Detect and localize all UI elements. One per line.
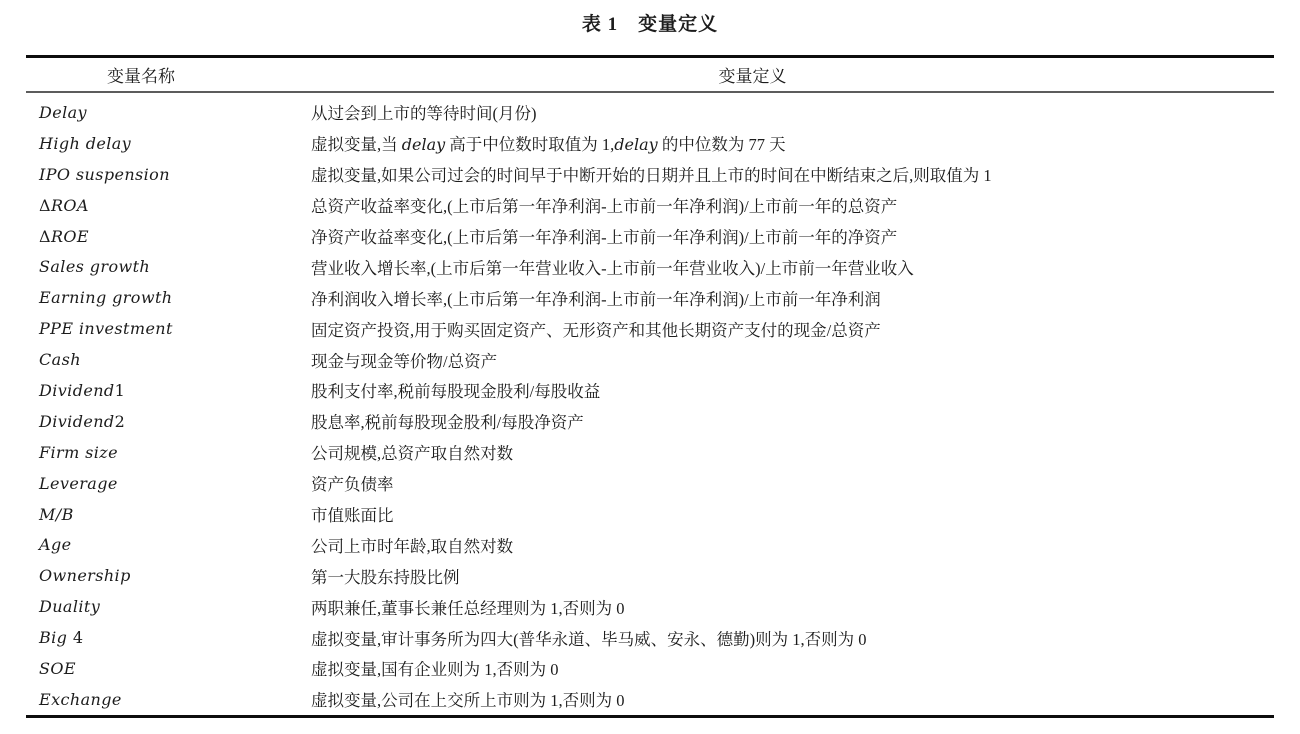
table-row xyxy=(26,622,1274,653)
table-row xyxy=(26,653,1274,684)
table-row xyxy=(26,282,1274,313)
table-row xyxy=(26,221,1274,252)
table-row xyxy=(26,406,1274,437)
table-row xyxy=(26,591,1274,622)
variable-definition: 公司上市时年龄,取自然对数 xyxy=(311,536,514,556)
table-row xyxy=(26,375,1274,406)
variable-definition: 净资产收益率变化,(上市后第一年净利润-上市前一年净利润)/上市前一年的净资产 xyxy=(311,228,898,247)
variable-definition: 第一大股东持股比例 xyxy=(311,567,460,587)
table-row xyxy=(26,499,1274,530)
table-row xyxy=(26,468,1274,499)
variable-definition: 净利润收入增长率,(上市后第一年净利润-上市前一年净利润)/上市前一年净利润 xyxy=(311,289,881,309)
header-variable-name: 变量名称 xyxy=(107,67,175,86)
variable-definition: 营业收入增长率,(上市后第一年营业收入-上市前一年营业收入)/上市前一年营业收入 xyxy=(311,258,914,278)
variable-name: Leverage xyxy=(39,473,118,493)
variable-definition: 两职兼任,董事长兼任总经理则为 1,否则为 0 xyxy=(311,598,625,618)
table-row xyxy=(26,313,1274,344)
variable-name: M/B xyxy=(39,504,74,524)
variable-definitions-table xyxy=(26,55,1274,718)
variable-name: Ownership xyxy=(39,566,131,586)
variable-name: Earning growth xyxy=(39,288,173,308)
variable-name: PPE investment xyxy=(39,319,173,339)
table-row xyxy=(26,190,1274,221)
variable-definition: 股利支付率,税前每股现金股利/每股收益 xyxy=(311,382,601,402)
table-row xyxy=(26,529,1274,560)
variable-name: Firm size xyxy=(39,442,118,462)
variable-definition: 现金与现金等价物/总资产 xyxy=(311,351,498,371)
variable-name: Age xyxy=(39,535,72,555)
variable-definition: 资产负债率 xyxy=(311,475,394,495)
variable-definition: 股息率,税前每股现金股利/每股净资产 xyxy=(311,413,584,433)
table-row xyxy=(26,159,1274,190)
table-row xyxy=(26,437,1274,468)
table-row xyxy=(26,344,1274,375)
variable-name: High delay xyxy=(39,133,132,153)
variable-name: Cash xyxy=(39,350,81,370)
variable-name: Big 4 xyxy=(39,628,84,648)
variable-definition: 虚拟变量,当 delay 高于中位数时取值为 1,delay 的中位数为 77 天 xyxy=(311,135,786,155)
variable-name: Exchange xyxy=(39,689,122,709)
variable-name: Sales growth xyxy=(39,257,151,277)
table-row xyxy=(26,97,1274,128)
table-row xyxy=(26,684,1274,715)
table-row xyxy=(26,128,1274,159)
variable-definition: 公司规模,总资产取自然对数 xyxy=(311,444,514,464)
table-title: 表 1 变量定义 xyxy=(581,14,719,35)
variable-definition: 固定资产投资,用于购买固定资产、无形资产和其他长期资产支付的现金/总资产 xyxy=(311,320,881,340)
table-header-row xyxy=(26,55,1274,93)
variable-name: SOE xyxy=(39,658,76,678)
variable-name: ΔROA xyxy=(39,195,89,215)
variable-name: Dividend2 xyxy=(39,411,126,431)
table-row xyxy=(26,560,1274,591)
variable-name: IPO suspension xyxy=(39,164,170,184)
variable-definition: 虚拟变量,国有企业则为 1,否则为 0 xyxy=(311,660,559,680)
variable-definition: 虚拟变量,公司在上交所上市则为 1,否则为 0 xyxy=(311,691,625,711)
variable-definition: 总资产收益率变化,(上市后第一年净利润-上市前一年净利润)/上市前一年的总资产 xyxy=(311,197,898,217)
variable-name: Dividend1 xyxy=(39,380,126,400)
variable-definition: 市值账面比 xyxy=(311,506,394,526)
variable-definition: 从过会到上市的等待时间(月份) xyxy=(311,104,537,124)
header-variable-definition: 变量定义 xyxy=(718,67,787,86)
variable-name: Delay xyxy=(39,102,87,122)
variable-name: Duality xyxy=(39,597,101,617)
table-body xyxy=(26,93,1274,718)
variable-name: ΔROE xyxy=(39,226,90,246)
variable-definition: 虚拟变量,审计事务所为四大(普华永道、毕马威、安永、德勤)则为 1,否则为 0 xyxy=(311,629,867,649)
table-row xyxy=(26,251,1274,282)
variable-definition: 虚拟变量,如果公司过会的时间早于中断开始的日期并且上市的时间在中断结束之后,则取值为 1 xyxy=(311,166,992,186)
